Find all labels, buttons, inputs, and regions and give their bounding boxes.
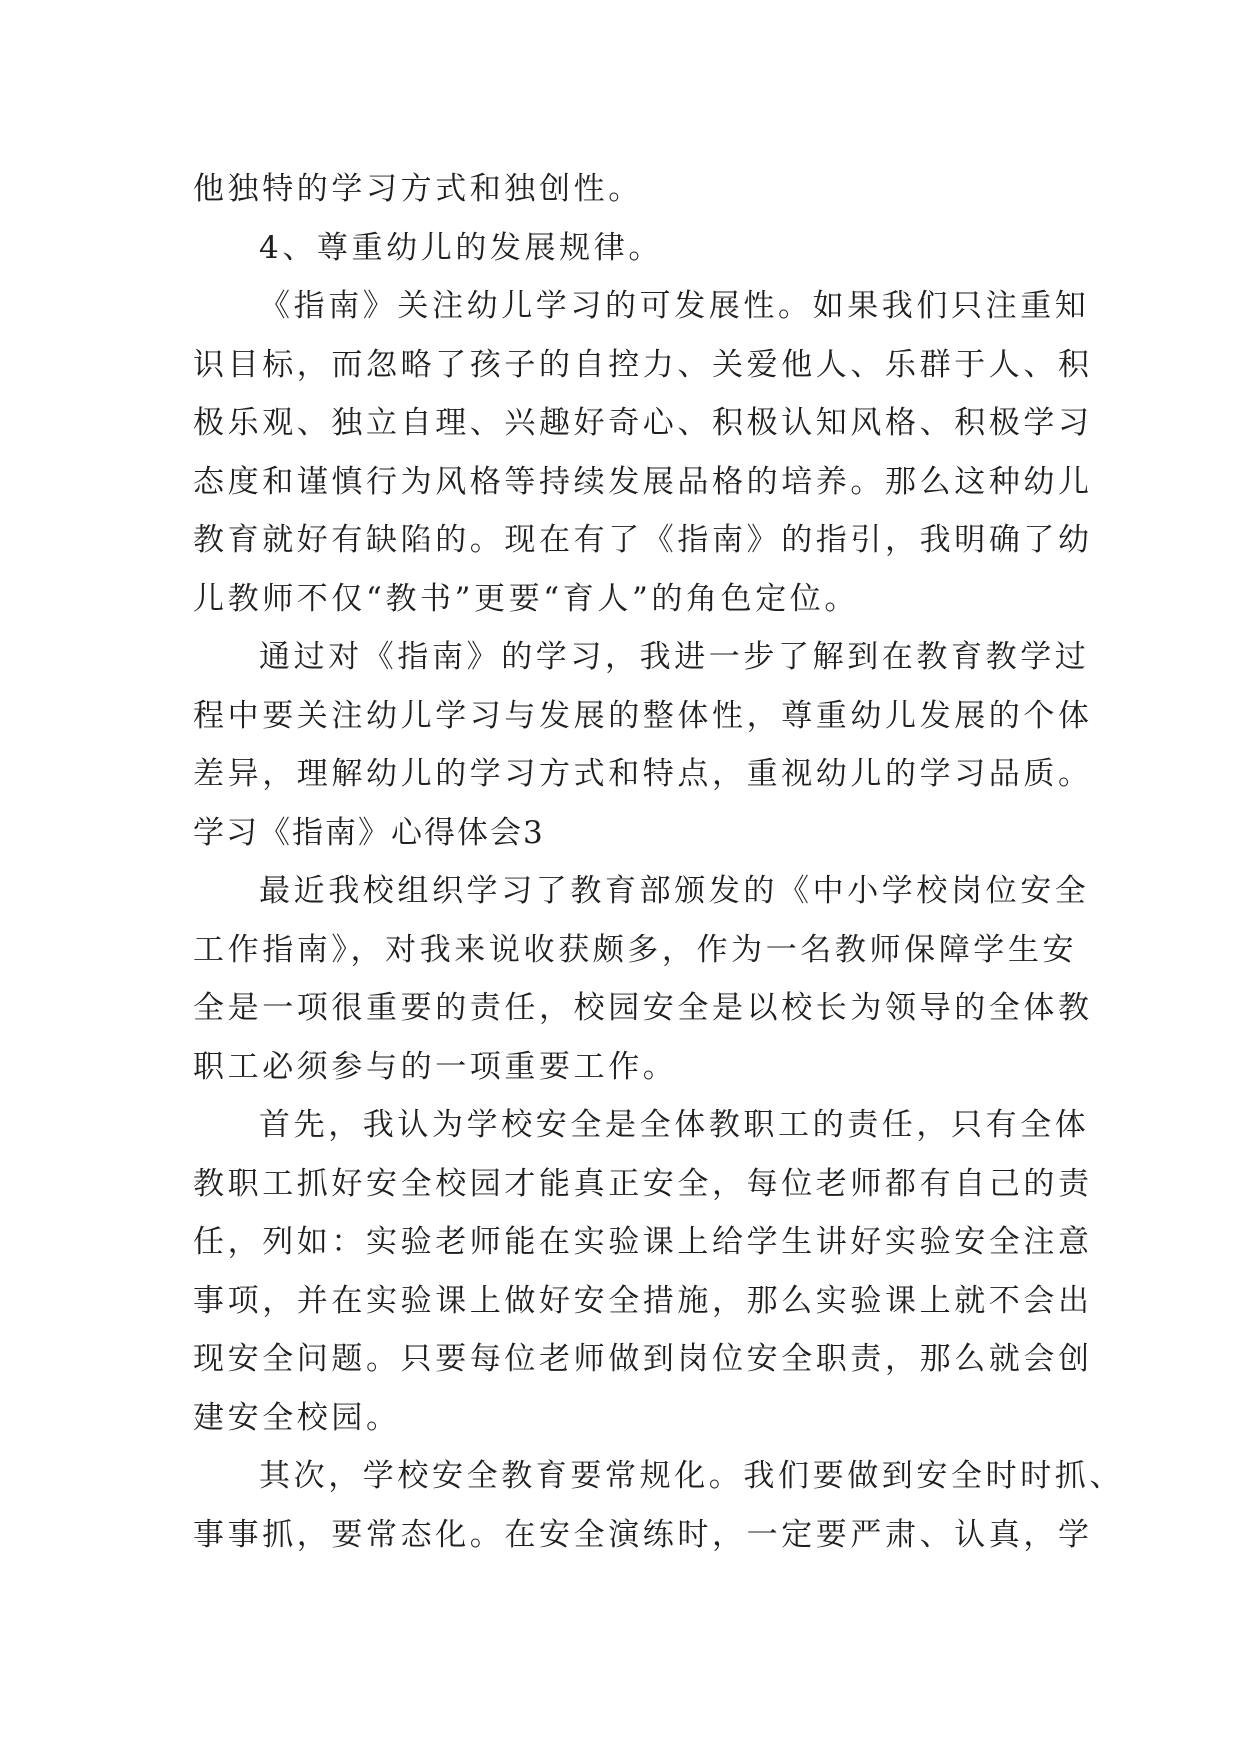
text-line: 极乐观、独立自理、兴趣好奇心、积极认知风格、积极学习: [193, 405, 1093, 441]
text-line: 4、尊重幼儿的发展规律。: [259, 229, 663, 266]
text-line: 识目标，而忽略了孩子的自控力、关爱他人、乐群于人、积: [193, 346, 1093, 383]
text-line: 首先，我认为学校安全是全体教职工的责任，只有全体: [259, 1107, 1090, 1143]
text-line: 事项，并在实验课上做好安全措施，那么实验课上就不会出: [193, 1282, 1093, 1319]
text-line: 态度和谨慎行为风格等持续发展品格的培养。那么这种幼儿: [193, 463, 1093, 500]
section-heading: 学习《指南》心得体会3: [193, 814, 545, 851]
text-line: 职工必须参与的一项重要工作。: [193, 1048, 678, 1085]
text-line: 建安全校园。: [193, 1399, 401, 1436]
text-line: 任，列如：实验老师能在实验课上给学生讲好实验安全注意: [193, 1224, 1093, 1260]
text-line: 事事抓，要常态化。在安全演练时，一定要严肃、认真，学: [193, 1516, 1093, 1553]
text-line: 现安全问题。只要每位老师做到岗位安全职责，那么就会创: [193, 1341, 1093, 1377]
text-line: 最近我校组织学习了教育部颁发的《中小学校岗位安全: [259, 873, 1090, 909]
text-line: 其次，学校安全教育要常规化。我们要做到安全时时抓、: [259, 1458, 1124, 1494]
document-body: [193, 160, 1124, 1564]
text-line: 教育就好有缺陷的。现在有了《指南》的指引，我明确了幼: [193, 522, 1093, 558]
text-line: 《指南》关注幼儿学习的可发展性。如果我们只注重知: [259, 288, 1090, 324]
text-line: 通过对《指南》的学习，我进一步了解到在教育教学过: [259, 639, 1090, 675]
text-line: 程中要关注幼儿学习与发展的整体性，尊重幼儿发展的个体: [193, 697, 1093, 734]
text-line: 儿教师不仅“教书”更要“育人”的角色定位。: [193, 580, 859, 617]
text-line: 全是一项很重要的责任，校园安全是以校长为领导的全体教: [193, 990, 1093, 1026]
text-line: 教职工抓好安全校园才能真正安全，每位老师都有自己的责: [193, 1165, 1093, 1202]
text-line: 工作指南》，对我来说收获颇多，作为一名教师保障学生安: [193, 931, 1078, 968]
text-line: 他独特的学习方式和独创性。: [193, 171, 643, 207]
text-line: 差异，理解幼儿的学习方式和特点，重视幼儿的学习品质。: [193, 756, 1093, 792]
